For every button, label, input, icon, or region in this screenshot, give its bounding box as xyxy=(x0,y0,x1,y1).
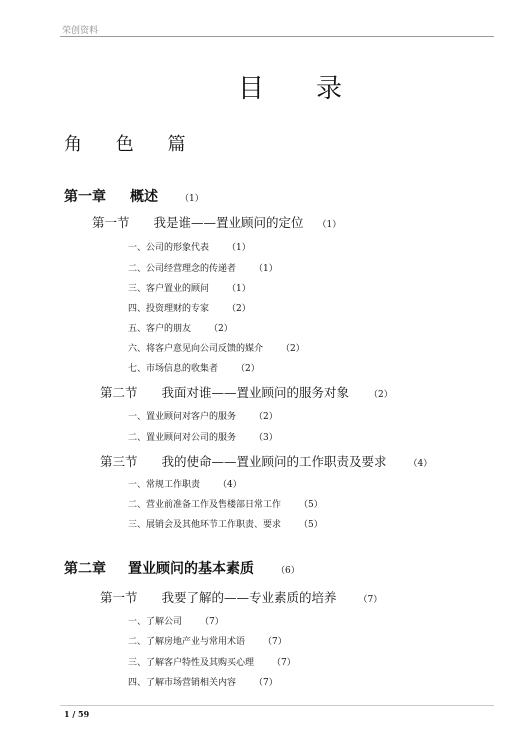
toc-item[interactable] xyxy=(128,430,278,443)
item-label: 六、将客户意见向公司反馈的媒介 xyxy=(128,344,264,354)
section-2-1-entry[interactable] xyxy=(100,588,382,606)
section-title: 我要了解的——专业素质的培养 xyxy=(161,590,337,605)
item-page-number: （2） xyxy=(209,324,233,334)
item-label: 三、了解客户特性及其购买心理 xyxy=(128,658,255,668)
item-label: 七、市场信息的收集者 xyxy=(128,364,219,374)
toc-item[interactable] xyxy=(128,341,305,354)
toc-item[interactable] xyxy=(128,655,296,668)
item-label: 一、置业顾问对客户的服务 xyxy=(128,412,237,422)
section-1-3-entry[interactable] xyxy=(100,452,432,470)
item-page-number: （7） xyxy=(272,658,296,668)
item-page-number: （7） xyxy=(200,617,224,627)
toc-item[interactable] xyxy=(128,517,323,530)
chapter-title: 置业顾问的基本素质 xyxy=(128,561,254,577)
section-title: 我面对谁——置业顾问的服务对象 xyxy=(161,385,350,400)
section-label: 第三节 xyxy=(100,454,138,469)
toc-item[interactable] xyxy=(128,409,278,422)
item-page-number: （7） xyxy=(263,637,287,647)
item-label: 五、客户的朋友 xyxy=(128,324,192,334)
toc-item[interactable] xyxy=(128,634,287,647)
item-label: 三、客户置业的顾问 xyxy=(128,284,210,294)
item-label: 二、营业前准备工作及售楼部日常工作 xyxy=(128,500,282,510)
item-label: 二、置业顾问对公司的服务 xyxy=(128,433,237,443)
item-label: 二、公司经营理念的传递者 xyxy=(128,264,237,274)
item-page-number: （2） xyxy=(236,364,260,374)
chapter-1-entry[interactable] xyxy=(64,186,204,206)
item-label: 三、展销会及其他环节工作职责、要求 xyxy=(128,520,282,530)
item-page-number: （2） xyxy=(254,412,278,422)
toc-item[interactable] xyxy=(128,261,278,274)
chapter-title: 概述 xyxy=(130,189,158,205)
item-page-number: （2） xyxy=(281,344,305,354)
part-heading: 角 色 篇 xyxy=(64,134,200,155)
item-page-number: （1） xyxy=(227,284,251,294)
toc-item[interactable] xyxy=(128,675,278,688)
chapter-label: 第二章 xyxy=(64,561,106,577)
item-page-number: （1） xyxy=(254,264,278,274)
toc-item[interactable] xyxy=(128,240,251,253)
chapter-label: 第一章 xyxy=(64,189,106,205)
section-title: 我是谁——置业顾问的定位 xyxy=(153,215,304,230)
header-divider xyxy=(60,36,494,37)
toc-item[interactable] xyxy=(128,301,251,314)
item-label: 一、公司的形象代表 xyxy=(128,243,210,253)
item-page-number: （7） xyxy=(254,678,278,688)
section-page-number: （7） xyxy=(358,595,383,605)
toc-item[interactable] xyxy=(128,614,224,627)
section-title: 我的使命——置业顾问的工作职责及要求 xyxy=(161,454,387,469)
section-page-number: （1） xyxy=(317,220,342,230)
toc-item[interactable] xyxy=(128,361,260,374)
toc-item[interactable] xyxy=(128,497,323,510)
item-label: 一、了解公司 xyxy=(128,617,183,627)
section-1-1-entry[interactable] xyxy=(92,213,341,231)
section-1-2-entry[interactable] xyxy=(100,383,393,401)
item-page-number: （5） xyxy=(299,520,323,530)
item-page-number: （3） xyxy=(254,433,278,443)
section-label: 第二节 xyxy=(100,385,138,400)
item-label: 四、投资理财的专家 xyxy=(128,304,210,314)
chapter-page-number: （6） xyxy=(276,566,300,576)
section-label: 第一节 xyxy=(100,590,138,605)
item-label: 一、常规工作职责 xyxy=(128,480,201,490)
item-page-number: （1） xyxy=(227,243,251,253)
item-page-number: （4） xyxy=(218,480,242,490)
chapter-page-number: （1） xyxy=(180,194,204,204)
section-label: 第一节 xyxy=(92,215,130,230)
item-page-number: （2） xyxy=(227,304,251,314)
toc-title-left: 目 xyxy=(238,74,266,104)
toc-item[interactable] xyxy=(128,281,251,294)
running-header: 荣创资料 xyxy=(62,26,99,36)
chapter-2-entry[interactable] xyxy=(64,558,300,578)
footer-divider xyxy=(60,705,494,706)
item-label: 四、了解市场营销相关内容 xyxy=(128,678,237,688)
item-label: 二、了解房地产业与常用术语 xyxy=(128,637,246,647)
item-page-number: （5） xyxy=(299,500,323,510)
section-page-number: （2） xyxy=(369,390,393,400)
page-indicator: 1 / 59 xyxy=(64,709,90,719)
toc-title-right: 录 xyxy=(316,74,344,104)
toc-item[interactable] xyxy=(128,477,242,490)
toc-item[interactable] xyxy=(128,321,233,334)
section-page-number: （4） xyxy=(408,459,433,469)
